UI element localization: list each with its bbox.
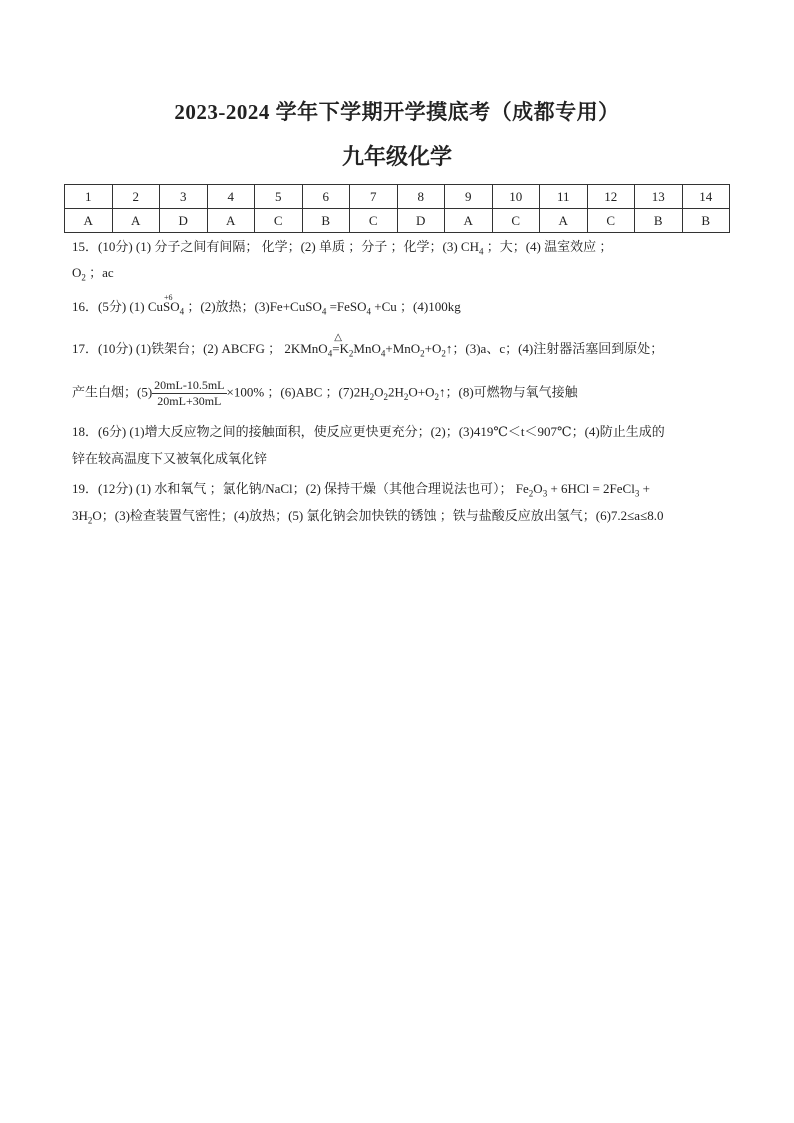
q16-text-a: (1) Cu	[126, 299, 164, 314]
q17-sub-h: 2	[403, 392, 409, 403]
question-number-cell: 13	[635, 185, 683, 209]
q17-line2	[72, 378, 578, 409]
question-number-cell: 2	[112, 185, 160, 209]
q17-text-i: O	[374, 384, 384, 400]
q15-text-b: ；大；(4) 温室效应 ；	[483, 239, 613, 254]
answer-table-number-row	[65, 185, 730, 209]
q19-sub-a: 2	[528, 488, 534, 499]
q19-sub-d: 2	[87, 515, 93, 526]
q17-text-l: ↑；(8)可燃物与氧气接触	[439, 384, 578, 400]
q16-s: S	[163, 299, 171, 314]
q15-text-c: O	[72, 265, 82, 280]
q17-fraction	[152, 378, 226, 409]
q17-sub-a: 4	[327, 348, 333, 359]
q15-sub-a: 4	[478, 246, 484, 257]
question-number-cell: 3	[160, 185, 208, 209]
q17-text-e: +O	[424, 341, 442, 356]
answer-cell: C	[255, 209, 303, 233]
question-number-cell: 10	[492, 185, 540, 209]
question-number-cell: 6	[302, 185, 350, 209]
answer-cell: A	[207, 209, 255, 233]
answer-cell: C	[587, 209, 635, 233]
q17-text-a: (1)铁架台；(2) ABCFG ； 2KMnO	[132, 341, 328, 356]
q17-text-h: ×100% ；(6)ABC ；(7)2H	[226, 384, 370, 400]
q15-text-a: (1) 分子之间有间隔； 化学；(2) 单质 ；分子 ；化学；(3) CH	[132, 239, 479, 254]
page-title: 2023-2024 学年下学期开学摸底考（成都专用）	[174, 100, 620, 124]
q15-sub-b: 2	[81, 272, 86, 283]
q17-text-k: O+O	[408, 384, 435, 400]
q16-valence: +6	[164, 293, 173, 302]
q19-text-d: +	[639, 481, 650, 496]
q19-text-b: O	[533, 481, 543, 496]
q16-text-b: ；(2)放热；(3)Fe+CuSO	[184, 299, 322, 314]
answer-cell: A	[65, 209, 113, 233]
q17-text-b: K	[339, 341, 349, 356]
q16-text-c: =FeSO	[326, 299, 367, 314]
q19-label: 19．(12分)	[72, 481, 133, 496]
q19-line2	[72, 507, 663, 530]
answer-cell: D	[160, 209, 208, 233]
q17-sub-c: 4	[380, 348, 386, 359]
q17-triangle: △	[334, 332, 342, 343]
q19-text-e: 3H	[72, 508, 88, 523]
question-number-cell: 11	[540, 185, 588, 209]
answer-cell: A	[445, 209, 493, 233]
question-number-cell: 5	[255, 185, 303, 209]
q16-sub-c: 4	[366, 306, 372, 317]
answer-cell: C	[492, 209, 540, 233]
answer-cell: A	[540, 209, 588, 233]
q19-text-c: + 6HCl = 2FeCl	[547, 481, 635, 496]
q17-line1	[72, 332, 664, 363]
q19-text-a: (1) 水和氧气 ；氯化钠/NaCl；(2) 保持干燥（其他合理说法也可）； Fe	[132, 481, 529, 496]
q16-label: 16．(5分)	[72, 299, 127, 314]
question-number-cell: 8	[397, 185, 445, 209]
q15-text-d: ；ac	[85, 265, 114, 280]
question-number-cell: 4	[207, 185, 255, 209]
answer-cell: B	[682, 209, 730, 233]
answer-table	[64, 184, 730, 233]
question-number-cell: 14	[682, 185, 730, 209]
q17-sub-e: 2	[441, 348, 446, 359]
q15-line1	[72, 238, 612, 261]
answer-cell: A	[112, 209, 160, 233]
q19-sub-c: 3	[634, 488, 640, 499]
answer-cell: D	[397, 209, 445, 233]
q16-osub: 4	[179, 306, 185, 317]
q17-equals: =	[332, 341, 340, 356]
q17-sub-g: 2	[383, 392, 388, 403]
answer-cell: B	[302, 209, 350, 233]
q16-text-d: +Cu ；(4)100kg	[371, 299, 461, 314]
q17-text-j: 2H	[388, 384, 404, 400]
q16-o: O	[170, 299, 180, 314]
q17-sub-f: 2	[369, 392, 375, 403]
q16-sub-b: 4	[321, 306, 327, 317]
q18-line1: 18．(6分) (1)增大反应物之间的接触面积，使反应更快更充分；(2)；(3)419℃＜t＜907℃；(4)防止生成的	[72, 424, 665, 439]
answer-cell: C	[350, 209, 398, 233]
q17-heat-sign	[332, 332, 342, 358]
question-number-cell: 12	[587, 185, 635, 209]
q17-text-d: +MnO	[385, 341, 421, 356]
q15-label: 15．(10分)	[72, 239, 133, 254]
page-subtitle: 九年级化学	[341, 144, 452, 169]
q17-text-f: ↑；(3)a、c；(4)注射器活塞回到原处；	[445, 341, 664, 356]
q16-line	[72, 293, 461, 321]
question-number-cell: 7	[350, 185, 398, 209]
question-number-cell: 9	[445, 185, 493, 209]
q17-sub-d: 2	[420, 348, 425, 359]
q17-frac-denominator: 20mL+30mL	[157, 394, 222, 408]
q17-sub-b: 2	[348, 348, 354, 359]
answer-table-answer-row	[65, 209, 730, 233]
q17-sub-i: 2	[434, 392, 439, 403]
answer-cell: B	[635, 209, 683, 233]
q19-line1	[72, 480, 650, 503]
question-number-cell: 1	[65, 185, 113, 209]
q17-text-g: 产生白烟；(5)	[72, 384, 153, 400]
q19-sub-b: 3	[542, 488, 548, 499]
q17-label: 17．(10分)	[72, 341, 133, 356]
q18-line2: 锌在较高温度下又被氧化成氧化锌	[72, 451, 268, 466]
q15-line2	[72, 264, 114, 287]
q16-sulfur	[163, 293, 173, 316]
q19-text-f: O；(3)检查装置气密性；(4)放热；(5) 氯化钠会加快铁的锈蚀 ；铁与盐酸反应放出氢气；(6)7.2≤a≤8.0	[92, 508, 664, 523]
q17-text-c: MnO	[353, 341, 381, 356]
q17-frac-numerator: 20mL-10.5mL	[154, 378, 225, 392]
